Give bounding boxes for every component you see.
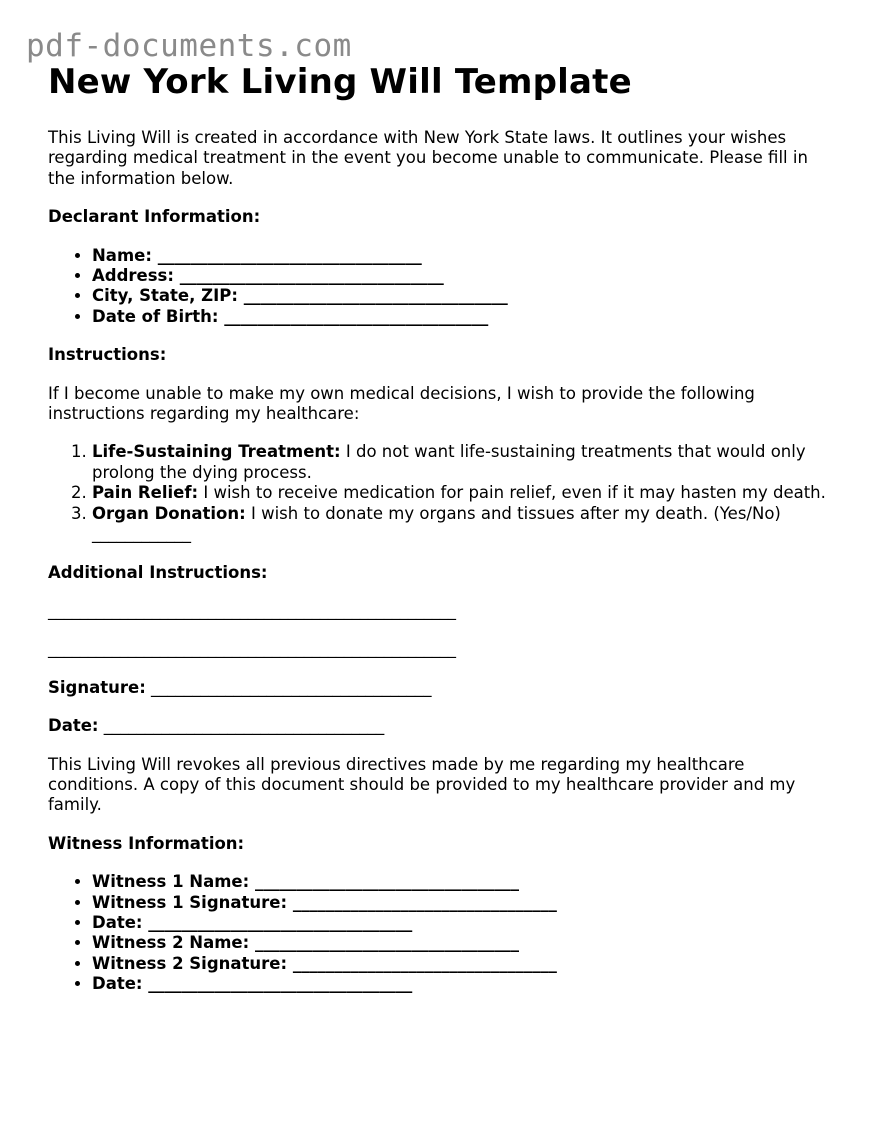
declarant-name-field[interactable] [92, 246, 838, 266]
signature-label: Signature: [48, 677, 146, 697]
field-label: Address: [92, 266, 174, 286]
date-blank[interactable]: __________________________________ [103, 716, 385, 736]
instruction-label: Life-Sustaining Treatment: [92, 442, 341, 462]
field-blank[interactable]: ________________________________ [224, 306, 489, 326]
additional-instructions-heading: Additional Instructions: [48, 562, 268, 582]
field-blank[interactable]: ________________________________ [292, 953, 557, 973]
field-label: City, State, ZIP: [92, 286, 238, 306]
signature-blank[interactable]: __________________________________ [151, 677, 432, 697]
field-blank[interactable]: ________________________________ [148, 912, 413, 932]
intro-paragraph: This Living Will is created in accordance with New York State laws. It outlines your wishes regarding medical treatment in the event you become unable to communicate. Please fill in the information below. [48, 128, 808, 188]
field-blank[interactable]: ________________________________ [254, 872, 519, 892]
field-label: Witness 1 Name: [92, 872, 250, 892]
field-label: Witness 2 Signature: [92, 953, 288, 973]
date-field[interactable] [48, 716, 838, 736]
additional-instructions-line[interactable]: ___________________________________________________ [48, 600, 456, 620]
instructions-text: If I become unable to make my own medical decisions, I wish to provide the following instructions regarding my healthcare: [48, 383, 755, 424]
instruction-pain-relief [92, 483, 838, 503]
witness-heading: Witness Information: [48, 833, 245, 853]
declarant-list [48, 246, 838, 328]
witness-2-date-field[interactable] [92, 974, 838, 994]
field-blank[interactable]: ________________________________ [243, 286, 508, 306]
date-label: Date: [48, 716, 99, 736]
field-blank[interactable]: ________________________________ [254, 933, 519, 953]
field-label: Date of Birth: [92, 306, 219, 326]
witness-1-name-field[interactable] [92, 872, 838, 892]
revocation-paragraph: This Living Will revokes all previous directives made by me regarding my healthcare conditions. A copy of this document should be provided to my healthcare provider and my family. [48, 754, 796, 815]
field-label: Witness 1 Signature: [92, 892, 288, 912]
watermark: pdf-documents.com [26, 28, 352, 64]
page-title: New York Living Will Template [48, 62, 632, 102]
instruction-organ-donation[interactable] [92, 504, 838, 545]
instruction-life-sustaining [92, 442, 838, 483]
declarant-date-of-birth-field[interactable] [92, 307, 838, 327]
declarant-city-state-zip-field[interactable] [92, 286, 838, 306]
witness-2-signature-field[interactable] [92, 954, 838, 974]
instruction-text: I do not want life-sustaining treatments that would only prolong the dying process. [92, 442, 806, 482]
field-blank[interactable]: ________________________________ [157, 245, 422, 265]
instruction-text: I wish to receive medication for pain relief, even if it may hasten my death. [198, 483, 826, 503]
additional-instructions-line[interactable]: ___________________________________________________ [48, 639, 456, 659]
instructions-list [48, 442, 838, 544]
field-label: Name: [92, 245, 152, 265]
declarant-address-field[interactable] [92, 266, 838, 286]
witness-2-name-field[interactable] [92, 933, 838, 953]
document-body [48, 60, 838, 995]
instruction-label: Pain Relief: [92, 483, 199, 503]
field-label: Date: [92, 912, 143, 932]
field-label: Witness 2 Name: [92, 933, 250, 953]
witness-list [48, 872, 838, 994]
instruction-text[interactable]: I wish to donate my organs and tissues after my death. (Yes/No) ____________ [92, 503, 781, 544]
field-blank[interactable]: ________________________________ [179, 266, 444, 286]
field-label: Date: [92, 974, 143, 994]
witness-1-date-field[interactable] [92, 913, 838, 933]
witness-1-signature-field[interactable] [92, 893, 838, 913]
instructions-heading: Instructions: [48, 345, 167, 365]
field-blank[interactable]: ________________________________ [148, 974, 413, 994]
declarant-heading: Declarant Information: [48, 207, 261, 227]
field-blank[interactable]: ________________________________ [292, 892, 557, 912]
signature-field[interactable] [48, 678, 838, 698]
instruction-label: Organ Donation: [92, 503, 246, 523]
